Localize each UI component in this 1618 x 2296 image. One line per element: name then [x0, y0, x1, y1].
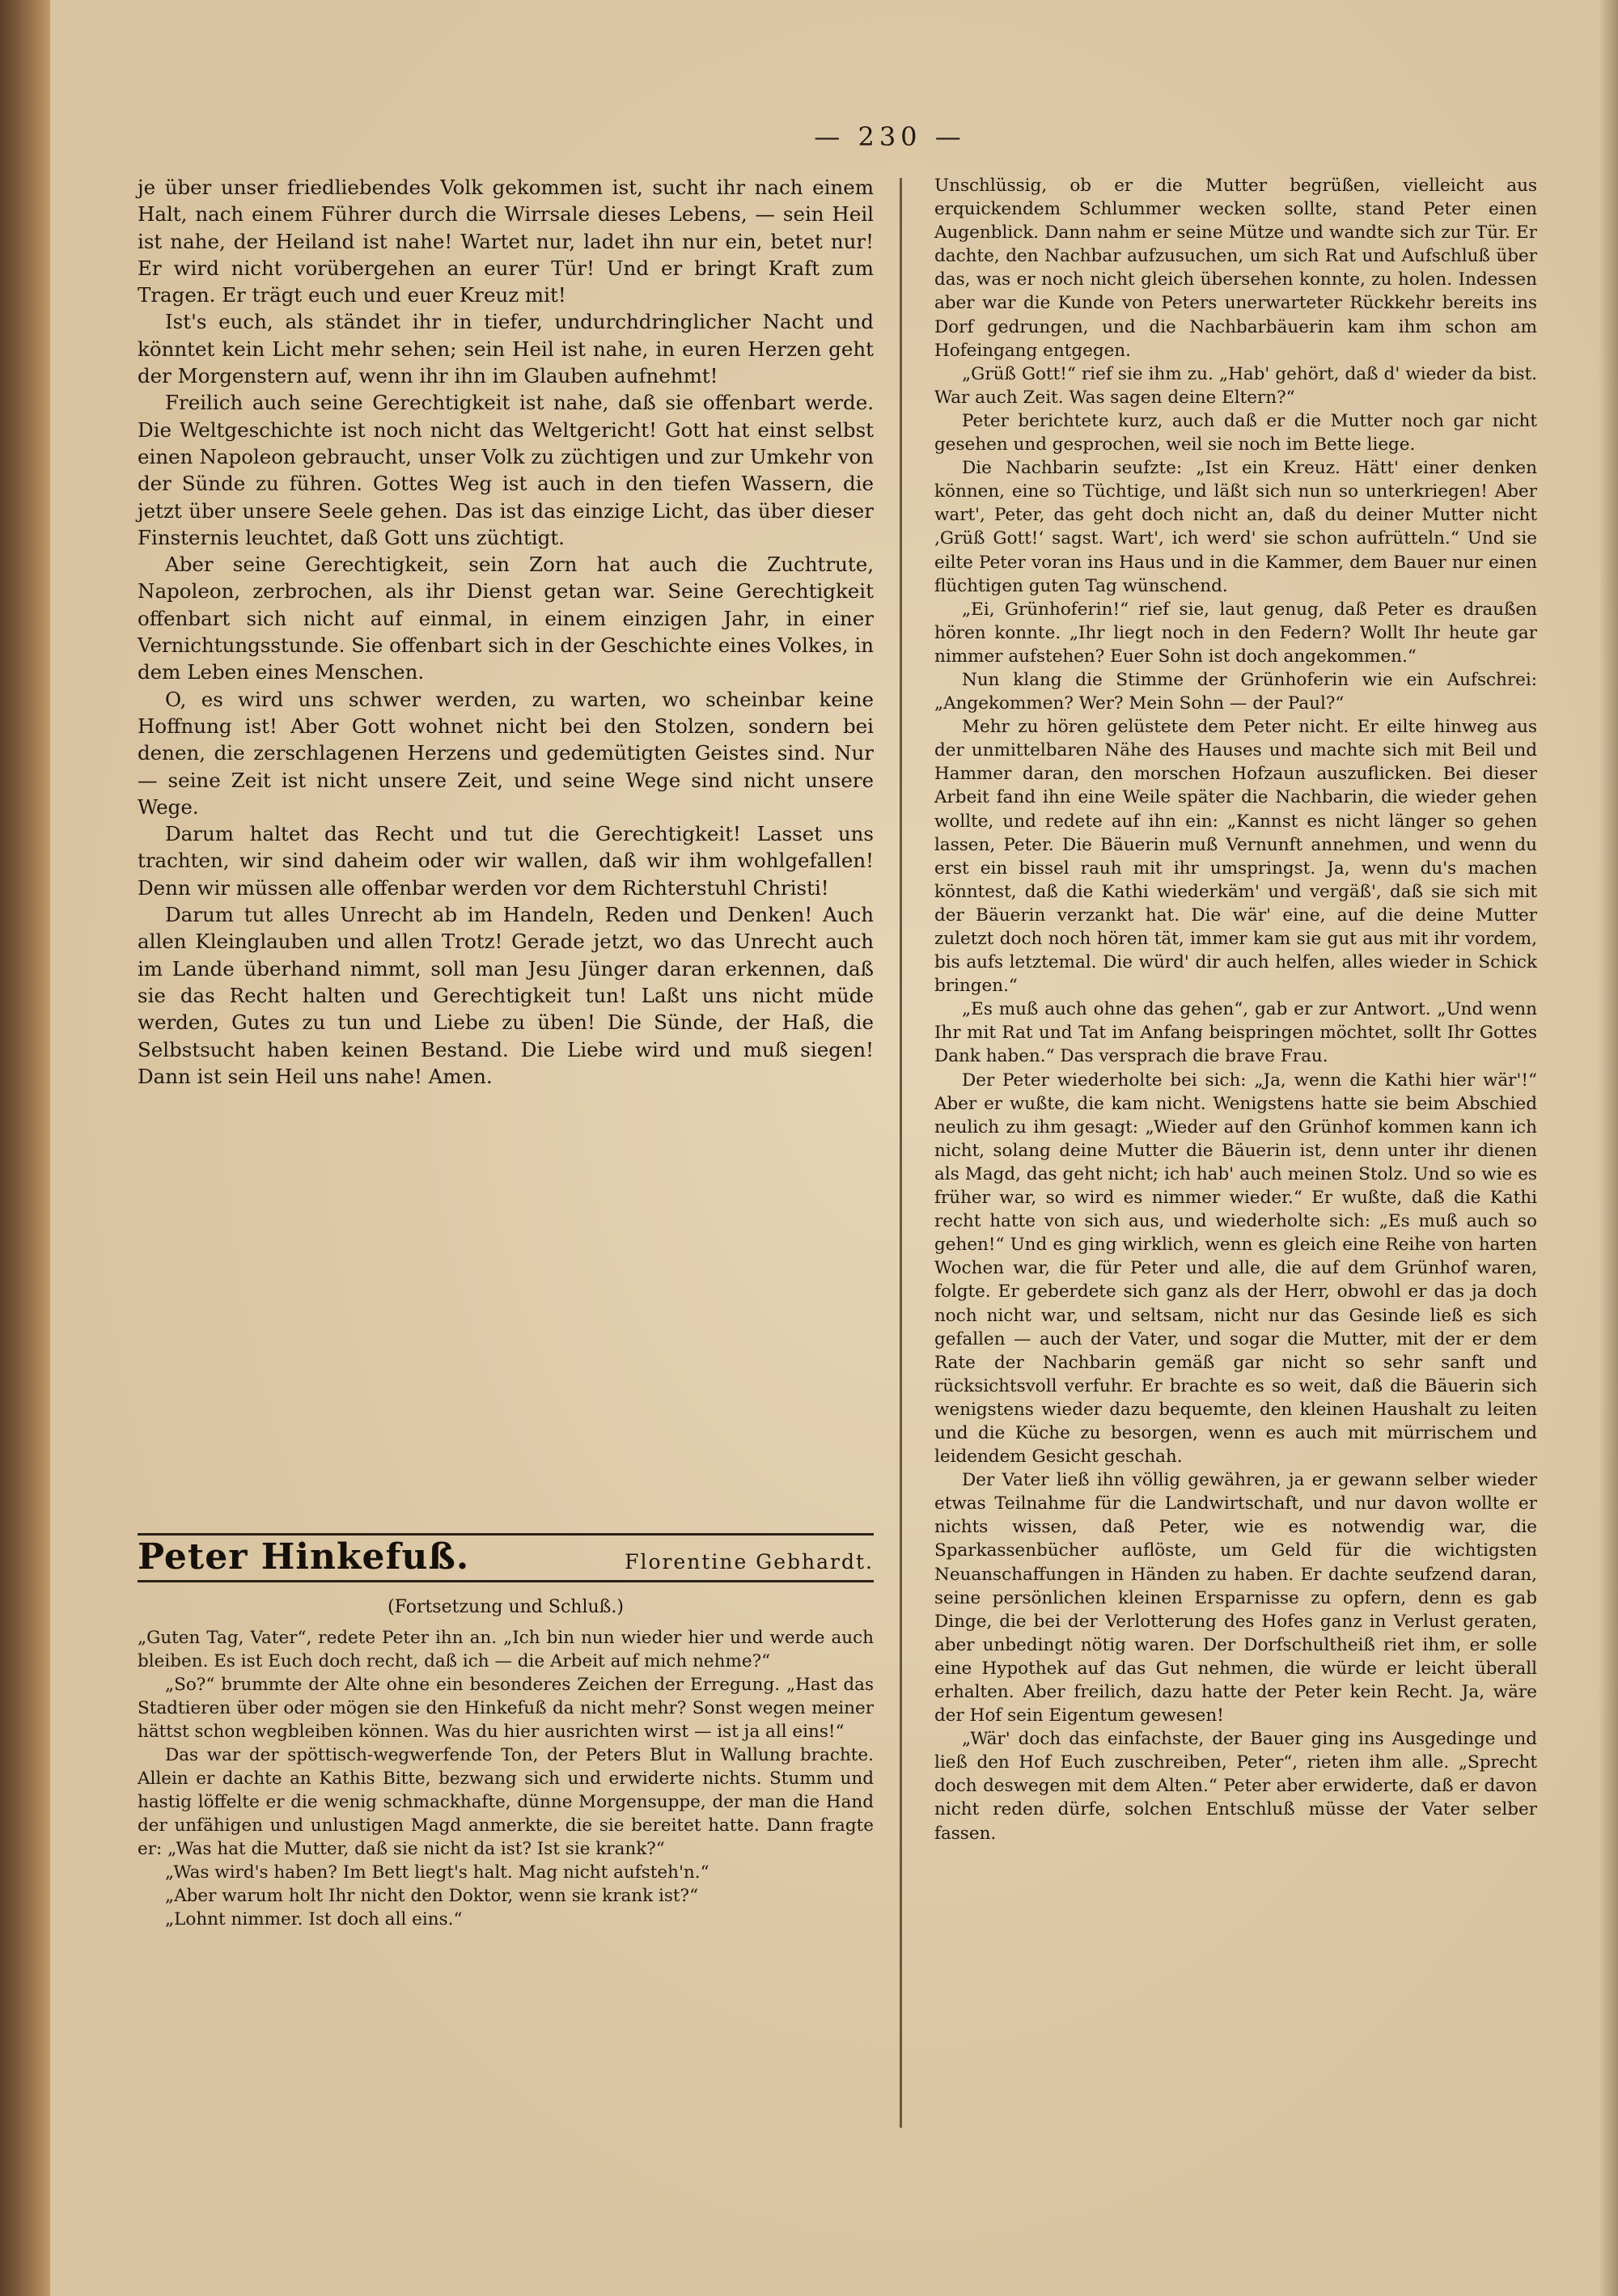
article-subtitle: (Fortsetzung und Schluß.) — [388, 1597, 624, 1618]
article-paragraph: „Guten Tag, Vater“, redete Peter ihn an. „Ich bin nun wieder hier und werde auch bleiben. Es ist Euch doch recht, daß ich — die Arbeit auf mich nehme?“ — [138, 1627, 874, 1671]
sermon-paragraph: Ist's euch, als ständet ihr in tiefer, undurchdringlicher Nacht und könntet kein Licht mehr sehen; sein Heil ist nahe, in euren Herzen geht der Morgenstern auf, wenn ihr ihn im Glauben aufnehmt! — [138, 310, 874, 388]
story-paragraph: „Es muß auch ohne das gehen“, gab er zur Antwort. „Und wenn Ihr mit Rat und Tat im Anfang beispringen möchtet, sollt Ihr Gottes Dank haben.“ Das versprach die brave Frau. — [934, 999, 1537, 1067]
story-paragraph: Peter berichtete kurz, auch daß er die Mutter noch gar nicht gesehen und gesprochen, weil sie noch im Bette liege. — [934, 410, 1537, 455]
article-paragraph: „Was wird's haben? Im Bett liegt's halt. Mag nicht aufsteh'n.“ — [165, 1862, 709, 1883]
story-paragraph: „Wär' doch das einfachste, der Bauer ging ins Ausgedinge und ließ den Hof Euch zuschreiben, Peter“, rieten ihm alle. „Sprecht doch deswegen mit dem Alten.“ Peter aber erwiderte, daß er davon nicht reden dürfe, solchen Entschluß müsse der Vater selber fassen. — [934, 1729, 1537, 1844]
book-spine — [0, 0, 50, 2296]
left-column — [138, 174, 874, 1930]
story-paragraph: „Ei, Grünhoferin!“ rief sie, laut genug, daß Peter es draußen hören konnte. „Ihr liegt noch in den Federn? Wollt Ihr heute gar nimmer aufstehen? Euer Sohn ist doch angekommen.“ — [934, 599, 1537, 667]
story-paragraph: Der Vater ließ ihn völlig gewähren, ja er gewann selber wieder etwas Teilnahme für die Landwirtschaft, und nur davon wollte er nichts wissen, daß Peter, wie es notwendig war, die Sparkassenbücher auflöste, um Geld für die wichtigsten Neuanschaffungen in Händen zu haben. Er dachte seufzend daran, seine persönlichen kleinen Ersparnisse zu opfern, denn es gab Dinge, die bei der Verlotterung des Hofes ganz in Verlust geraten, aber unbedingt nötig waren. Der Dorfschultheiß riet ihm, er solle eine Hypothek auf das Gut nehmen, die würde er leicht überall erhalten. Aber freilich, dazu hatte der Peter kein Recht. Ja, wäre der Hof sein Eigentum gewesen! — [934, 1470, 1537, 1726]
story-paragraph: Nun klang die Stimme der Grünhoferin wie ein Aufschrei: „Angekommen? Wer? Mein Sohn — der Paul?“ — [934, 669, 1537, 714]
article-paragraph: „So?“ brummte der Alte ohne ein besonderes Zeichen der Erregung. „Hast das Stadtieren über oder mögen sie den Hinkefuß da nicht mehr? Sonst wegen meiner hättst schon wegbleiben können. Was du hier ausrichten wirst — ist ja all eins!“ — [138, 1674, 874, 1742]
sermon-paragraph: Darum haltet das Recht und tut die Gerechtigkeit! Lasset uns trachten, wir sind daheim oder wir wallen, daß wir ihm wohlgefallen! Denn wir müssen alle offenbar werden vor dem Richterstuhl Christi! — [138, 822, 874, 900]
sermon-paragraph: Freilich auch seine Gerechtigkeit ist nahe, daß sie offenbart werde. Die Weltgeschichte ist noch nicht das Weltgericht! Gott hat einst selbst einen Napoleon gebraucht, unser Volk zu züchtigen und zur Umkehr von der Sünde zu führen. Gottes Weg ist auch in den tiefen Wassern, die jetzt über unsere Seele gehen. Das ist das einzige Licht, das über dieser Finsternis leuchtet, daß Gott uns züchtigt. — [138, 391, 874, 549]
article-author: Florentine Gebhardt. — [625, 1550, 874, 1574]
article-title: Peter Hinkefuß. — [138, 1536, 470, 1578]
article-header — [138, 1536, 874, 1580]
sermon-paragraph: Darum tut alles Unrecht ab im Handeln, Reden und Denken! Auch allen Kleinglauben und allen Trotz! Gerade jetzt, wo das Unrecht auch im Lande überhand nimmt, soll man Jesu Jünger daran erkennen, daß sie das Recht halten und Gerechtigkeit tun! Laßt uns nicht müde werden, Gutes zu tun und Liebe zu üben! Die Sünde, der Haß, die Selbstsucht haben keinen Bestand. Die Liebe wird und muß siegen! Dann ist sein Heil uns nahe! Amen. — [138, 903, 874, 1088]
story-paragraph: Mehr zu hören gelüstete dem Peter nicht. Er eilte hinweg aus der unmittelbaren Nähe des Hauses und machte sich mit Beil und Hammer daran, den morschen Hofzaun auszuflicken. Bei dieser Arbeit fand ihn eine Weile später die Nachbarin, die wieder gehen wollte, und redete auf ihn ein: „Kannst es nicht länger so gehen lassen, Peter. Die Bäuerin muß Vernunft annehmen, und wenn du erst ein bissel rauh mit ihr umspringst. Ja, wenn du's machen könntest, daß die Kathi wiederkäm' und vergäß', daß sie sich mit der Bäuerin verzankt hat. Die wär' eine, auf die deine Mutter zuletzt doch noch hören tät, immer kam sie gut aus mit ihr vordem, bis aufs letztemal. Die würd' dir auch helfen, alles wieder in Schick bringen.“ — [934, 717, 1537, 997]
column-divider — [900, 178, 902, 2128]
article-header-rule — [138, 1580, 874, 1582]
story-paragraph: „Grüß Gott!“ rief sie ihm zu. „Hab' gehört, daß d' wieder da bist. War auch Zeit. Was sagen deine Eltern?“ — [934, 363, 1537, 408]
page-edge-shadow — [1599, 0, 1618, 2296]
sermon-paragraph: O, es wird uns schwer werden, zu warten, wo scheinbar keine Hoffnung ist! Aber Gott wohnet nicht bei den Stolzen, sondern bei denen, die zerschlagenen Herzens und gedemütigten Geistes sind. Nur — seine Zeit ist nicht unsere Zeit, und seine Wege sind nicht unsere Wege. — [138, 687, 874, 819]
story-paragraph: Unschlüssig, ob er die Mutter begrüßen, vielleicht aus erquickendem Schlummer wecken sollte, stand Peter einen Augenblick. Dann nahm er seine Mütze und wandte sich zur Tür. Er dachte, den Nachbar aufzusuchen, um sich Rat und Aufschluß über das, was er noch nicht gleich übersehen konnte, zu holen. Indessen aber war die Kunde von Peters unerwarteter Rückkehr bereits ins Dorf gedrungen, und die Nachbarbäuerin kam ihm schon am Hofeingang entgegen. — [934, 176, 1537, 361]
article-paragraph: „Aber warum holt Ihr nicht den Doktor, wenn sie krank ist?“ — [165, 1885, 699, 1906]
page-number: — 230 — — [814, 121, 966, 152]
story-paragraph: Die Nachbarin seufzte: „Ist ein Kreuz. Hätt' einer denken können, eine so Tüchtige, und läßt sich nun so unterkriegen! Aber wart', Peter, das geht doch nicht an, daß du deiner Mutter nicht ‚Grüß Gott!‘ sagst. Wart', ich werd' sie schon aufrütteln.“ Und sie eilte Peter voran ins Haus und in die Kammer, dem Bauer nur einen flüchtigen guten Tag wünschend. — [934, 458, 1537, 596]
sermon-paragraph: je über unser friedliebendes Volk gekommen ist, sucht ihr nach einem Halt, nach einem Führer durch die Wirrsale dieses Lebens, — sein Heil ist nahe, der Heiland ist nahe! Wartet nur, ladet ihn nur ein, betet nur! Er wird nicht vorübergehen an eurer Tür! Und er bringt Kraft zum Tragen. Er trägt euch und euer Kreuz mit! — [138, 176, 874, 307]
article-peter-hinkefuss — [138, 1533, 874, 1931]
story-paragraph: Der Peter wiederholte bei sich: „Ja, wenn die Kathi hier wär'!“ Aber er wußte, die kam nicht. Wenigstens hatte sie beim Abschied neulich zu ihm gesagt: „Wieder auf den Grünhof kommen kann ich nicht, solang deine Mutter die Bäuerin ist, denn unter ihr dienen als Magd, das geht nicht; ich hab' auch meinen Stolz. Und so wie es früher war, so wird es nimmer wieder.“ Er wußte, daß die Kathi recht hatte von sich aus, und wiederholte sich: „Es muß auch so gehen!“ Und es ging wirklich, wenn es gleich eine Reihe von harten Wochen war, die für Peter und alle, die auf dem Grünhof waren, folgte. Er geberdete sich ganz als der Herr, obwohl er das ja doch noch nicht war, und seltsam, nicht nur das Gesinde ließ es sich gefallen — auch der Vater, und sogar die Mutter, mit der er dem Rate der Nachbarin gemäß gar nicht so sehr sanft und rücksichtsvoll verfuhr. Er brachte es so weit, daß die Bäuerin sich wenigstens wieder dazu bequemte, den kleinen Haushalt zu leiten und die Küche zu besorgen, wenn es auch mit mürrischem und leidendem Gesicht geschah. — [934, 1070, 1537, 1468]
sermon-paragraph: Aber seine Gerechtigkeit, sein Zorn hat auch die Zuchtrute, Napoleon, zerbrochen, als ihr Dienst getan war. Seine Gerechtigkeit offenbart sich nicht auf einmal, in einem einzigen Jahr, in einer Vernichtungsstunde. Sie offenbart sich in der Geschichte eines Volkes, in dem Leben eines Menschen. — [138, 553, 874, 684]
article-paragraph: Das war der spöttisch-wegwerfende Ton, der Peters Blut in Wallung brachte. Allein er dachte an Kathis Bitte, bezwang sich und erwiderte nichts. Stumm und hastig löffelte er die wenig schmackhafte, dünne Morgensuppe, der man die Hand der unfähigen und unlustigen Magd anmerkte, die sie bereitet hatte. Dann fragte er: „Was hat die Mutter, daß sie nicht da ist? Ist sie krank?“ — [138, 1744, 874, 1859]
article-paragraph: „Lohnt nimmer. Ist doch all eins.“ — [165, 1908, 463, 1930]
right-column — [934, 174, 1537, 1845]
